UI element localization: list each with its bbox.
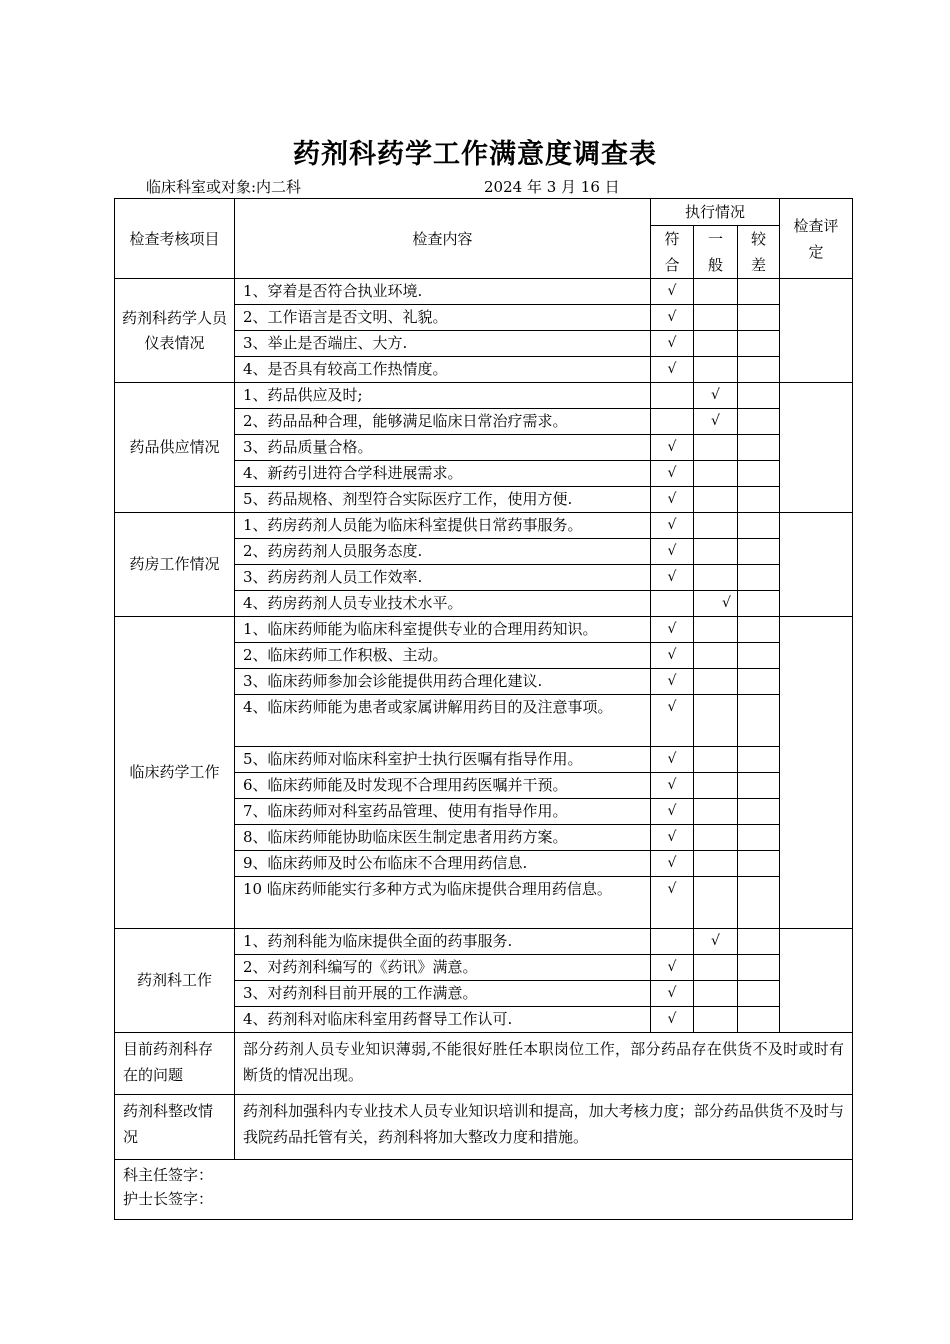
- check-item-text: 3、药房药剂人员工作效率.: [235, 565, 651, 591]
- rating-cell: [780, 513, 853, 617]
- conform-cell: √: [651, 1007, 694, 1033]
- check-item-text: 1、药品供应及时;: [235, 383, 651, 409]
- conform-cell: √: [651, 617, 694, 643]
- check-item-text: 2、对药剂科编写的《药讯》满意。: [235, 955, 651, 981]
- conform-cell: [651, 409, 694, 435]
- normal-cell: [694, 461, 738, 487]
- check-item-text: 5、药品规格、剂型符合实际医疗工作，使用方便.: [235, 487, 651, 513]
- conform-cell: √: [651, 955, 694, 981]
- poor-cell: [738, 747, 780, 773]
- conform-cell: √: [651, 747, 694, 773]
- check-item-text: 6、临床药师能及时发现不合理用药医嘱并干预。: [235, 773, 651, 799]
- conform-cell: √: [651, 461, 694, 487]
- poor-cell: [738, 461, 780, 487]
- poor-cell: [738, 487, 780, 513]
- check-item-text: 3、临床药师参加会诊能提供用药合理化建议.: [235, 669, 651, 695]
- poor-cell: [738, 877, 780, 929]
- header-poor: 较差: [738, 226, 780, 279]
- poor-cell: [738, 643, 780, 669]
- check-item-text: 3、药品质量合格。: [235, 435, 651, 461]
- normal-cell: [694, 513, 738, 539]
- category-cell: 药品供应情况: [115, 383, 235, 513]
- normal-cell: [694, 799, 738, 825]
- poor-cell: [738, 539, 780, 565]
- conform-cell: [651, 591, 694, 617]
- normal-cell: [694, 669, 738, 695]
- poor-cell: [738, 279, 780, 305]
- conform-cell: √: [651, 513, 694, 539]
- survey-table: [114, 198, 853, 1220]
- check-item-text: 4、新药引进符合学科进展需求。: [235, 461, 651, 487]
- poor-cell: [738, 357, 780, 383]
- normal-cell: [694, 877, 738, 929]
- check-item-text: 8、临床药师能协助临床医生制定患者用药方案。: [235, 825, 651, 851]
- conform-cell: √: [651, 539, 694, 565]
- poor-cell: [738, 981, 780, 1007]
- poor-cell: [738, 695, 780, 747]
- head-nurse-signature: 护士长签字：: [123, 1190, 214, 1208]
- check-item-text: 9、临床药师及时公布临床不合理用药信息.: [235, 851, 651, 877]
- normal-cell: [694, 1007, 738, 1033]
- rating-cell: [780, 617, 853, 929]
- normal-cell: √: [694, 383, 738, 409]
- category-cell: 临床药学工作: [115, 617, 235, 929]
- normal-cell: [694, 825, 738, 851]
- normal-cell: [694, 331, 738, 357]
- rectification-label: 药剂科整改情况: [115, 1095, 235, 1160]
- category-cell: 药剂科工作: [115, 929, 235, 1033]
- poor-cell: [738, 435, 780, 461]
- normal-cell: [694, 305, 738, 331]
- header-content: 检查内容: [235, 199, 651, 279]
- rectification-text: 药剂科加强科内专业技术人员专业知识培训和提高，加大考核力度；部分药品供货不及时与我院药品托管有关，药剂科将加大整改力度和措施。: [235, 1095, 853, 1160]
- conform-cell: √: [651, 851, 694, 877]
- normal-cell: [694, 487, 738, 513]
- department-field: 临床科室或对象:内二科: [146, 178, 302, 196]
- conform-cell: [651, 929, 694, 955]
- check-item-text: 2、临床药师工作积极、主动。: [235, 643, 651, 669]
- normal-cell: [694, 357, 738, 383]
- header-conform: 符合: [651, 226, 694, 279]
- poor-cell: [738, 773, 780, 799]
- poor-cell: [738, 565, 780, 591]
- check-item-text: 1、穿着是否符合执业环境.: [235, 279, 651, 305]
- check-item-text: 4、临床药师能为患者或家属讲解用药目的及注意事项。: [235, 695, 651, 747]
- check-item-text: 3、对药剂科目前开展的工作满意。: [235, 981, 651, 1007]
- check-item-text: 1、药剂科能为临床提供全面的药事服务.: [235, 929, 651, 955]
- conform-cell: √: [651, 773, 694, 799]
- check-item-text: 4、药房药剂人员专业技术水平。: [235, 591, 651, 617]
- check-item-text: 1、临床药师能为临床科室提供专业的合理用药知识。: [235, 617, 651, 643]
- poor-cell: [738, 383, 780, 409]
- header-rating: 检查评定: [780, 199, 853, 279]
- check-item-text: 4、药剂科对临床科室用药督导工作认可.: [235, 1007, 651, 1033]
- survey-date: 2024 年 3 月 16 日: [484, 178, 620, 196]
- conform-cell: √: [651, 669, 694, 695]
- header-normal: 一般: [694, 226, 738, 279]
- table-row: [115, 617, 853, 643]
- normal-cell: [694, 279, 738, 305]
- header-execution: 执行情况: [651, 199, 780, 226]
- conform-cell: √: [651, 695, 694, 747]
- conform-cell: √: [651, 643, 694, 669]
- check-item-text: 1、药房药剂人员能为临床科室提供日常药事服务。: [235, 513, 651, 539]
- conform-cell: √: [651, 877, 694, 929]
- normal-cell: [694, 747, 738, 773]
- check-item-text: 2、药房药剂人员服务态度.: [235, 539, 651, 565]
- problems-text: 部分药剂人员专业知识薄弱,不能很好胜任本职岗位工作，部分药品存在供货不及时或时有断货的情况出现。: [235, 1033, 853, 1095]
- check-item-text: 4、是否具有较高工作热情度。: [235, 357, 651, 383]
- check-item-text: 10 临床药师能实行多种方式为临床提供合理用药信息。: [235, 877, 651, 929]
- check-item-text: 2、工作语言是否文明、礼貌。: [235, 305, 651, 331]
- normal-cell: √: [694, 929, 738, 955]
- director-signature: 科主任签字：: [123, 1166, 214, 1184]
- rating-cell: [780, 929, 853, 1033]
- poor-cell: [738, 409, 780, 435]
- conform-cell: √: [651, 487, 694, 513]
- normal-cell: √: [694, 409, 738, 435]
- normal-cell: [694, 981, 738, 1007]
- header-category: 检查考核项目: [115, 199, 235, 279]
- poor-cell: [738, 929, 780, 955]
- category-cell: 药房工作情况: [115, 513, 235, 617]
- normal-cell: [694, 695, 738, 747]
- conform-cell: √: [651, 279, 694, 305]
- table-row: [115, 929, 853, 955]
- normal-cell: [694, 643, 738, 669]
- check-item-text: 5、临床药师对临床科室护士执行医嘱有指导作用。: [235, 747, 651, 773]
- rating-cell: [780, 279, 853, 383]
- category-cell: 药剂科药学人员仪表情况: [115, 279, 235, 383]
- poor-cell: [738, 331, 780, 357]
- normal-cell: [694, 435, 738, 461]
- conform-cell: √: [651, 331, 694, 357]
- check-item-text: 2、药品品种合理，能够满足临床日常治疗需求。: [235, 409, 651, 435]
- normal-cell: [694, 617, 738, 643]
- normal-cell: [694, 851, 738, 877]
- poor-cell: [738, 591, 780, 617]
- conform-cell: √: [651, 825, 694, 851]
- normal-cell: [694, 955, 738, 981]
- conform-cell: √: [651, 565, 694, 591]
- rating-cell: [780, 383, 853, 513]
- poor-cell: [738, 799, 780, 825]
- poor-cell: [738, 825, 780, 851]
- poor-cell: [738, 1007, 780, 1033]
- normal-cell: [694, 565, 738, 591]
- signature-cell: [115, 1160, 853, 1220]
- conform-cell: √: [651, 799, 694, 825]
- conform-cell: √: [651, 981, 694, 1007]
- check-item-text: 7、临床药师对科室药品管理、使用有指导作用。: [235, 799, 651, 825]
- normal-cell: [694, 539, 738, 565]
- page-title: 药剂科药学工作满意度调查表: [293, 139, 657, 170]
- poor-cell: [738, 669, 780, 695]
- poor-cell: [738, 617, 780, 643]
- poor-cell: [738, 305, 780, 331]
- conform-cell: √: [651, 435, 694, 461]
- conform-cell: √: [651, 357, 694, 383]
- check-item-text: 3、举止是否端庄、大方.: [235, 331, 651, 357]
- table-row: [115, 279, 853, 305]
- poor-cell: [738, 851, 780, 877]
- normal-cell: [694, 773, 738, 799]
- poor-cell: [738, 955, 780, 981]
- conform-cell: √: [651, 305, 694, 331]
- table-row: [115, 383, 853, 409]
- poor-cell: [738, 513, 780, 539]
- table-row: [115, 513, 853, 539]
- normal-cell: √: [694, 591, 738, 617]
- problems-label: 目前药剂科存在的问题: [115, 1033, 235, 1095]
- conform-cell: [651, 383, 694, 409]
